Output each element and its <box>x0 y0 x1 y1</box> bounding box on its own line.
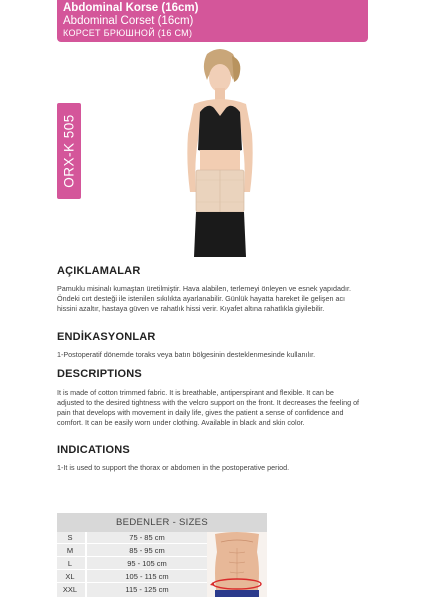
title-turkish: Abdominal Korse (16cm) <box>63 2 199 14</box>
size-label: M <box>66 546 74 555</box>
size-label: S <box>67 533 73 542</box>
title-banner <box>57 0 368 42</box>
size-range: 85 - 95 cm <box>129 546 165 555</box>
section-title-aciklamalar: AÇIKLAMALAR <box>57 265 141 277</box>
product-code: ORX-K 505 <box>61 114 77 188</box>
section-title-endikasyonlar: ENDİKASYONLAR <box>57 331 156 343</box>
size-range: 95 - 105 cm <box>127 559 167 568</box>
section-title-indications: INDICATIONS <box>57 444 130 456</box>
title-english: Abdominal Corset (16cm) <box>63 15 194 27</box>
product-photo <box>160 42 280 257</box>
section-body-endikasyonlar: 1-Postoperatif dönemde toraks veya batın bölgesinin desteklenmesinde kullanılır. <box>57 350 316 359</box>
section-body-indications: 1-It is used to support the thorax or abdomen in the postoperative period. <box>57 463 290 472</box>
section-title-descriptions: DESCRIPTIONS <box>57 368 142 380</box>
size-table <box>57 513 267 597</box>
size-range: 75 - 85 cm <box>129 533 165 542</box>
size-table-header: BEDENLER - SIZES <box>57 513 267 532</box>
size-range: 105 - 115 cm <box>125 572 169 581</box>
section-body-descriptions: It is made of cotton trimmed fabric. It is breathable, antiperspirant and flexible. It can be adjusted to the desired tightness with the velcro support on the front. It decreases the feeling of pain that develops with movement in daily life, gives the patient a sense of confidence and comfort. It can be easily worn under clothing. Available in black and skin color. <box>57 388 360 427</box>
size-range: 115 - 125 cm <box>125 585 169 594</box>
size-label: L <box>67 559 73 568</box>
size-label: XXL <box>62 585 78 594</box>
title-russian: КОРСЕТ БРЮШНОЙ (16 СМ) <box>63 28 193 38</box>
torso-measurement-illustration <box>207 532 267 597</box>
product-code-tab <box>57 103 81 199</box>
size-label: XL <box>65 572 75 581</box>
section-body-aciklamalar: Pamuklu misinalı kumaştan üretilmiştir. Hava alabilen, terlemeyi önleyen ve esnek yapıdadır. Öndeki cırt desteği ile istenilen sıkılıkta ayarlanabilir. Günlük hayatta hareket ile gelişen acı hissini azaltır, hastaya güven ve rahatlık hissi verir. Kıyafet altına rahatlıkla giyilebilir. <box>57 284 352 313</box>
